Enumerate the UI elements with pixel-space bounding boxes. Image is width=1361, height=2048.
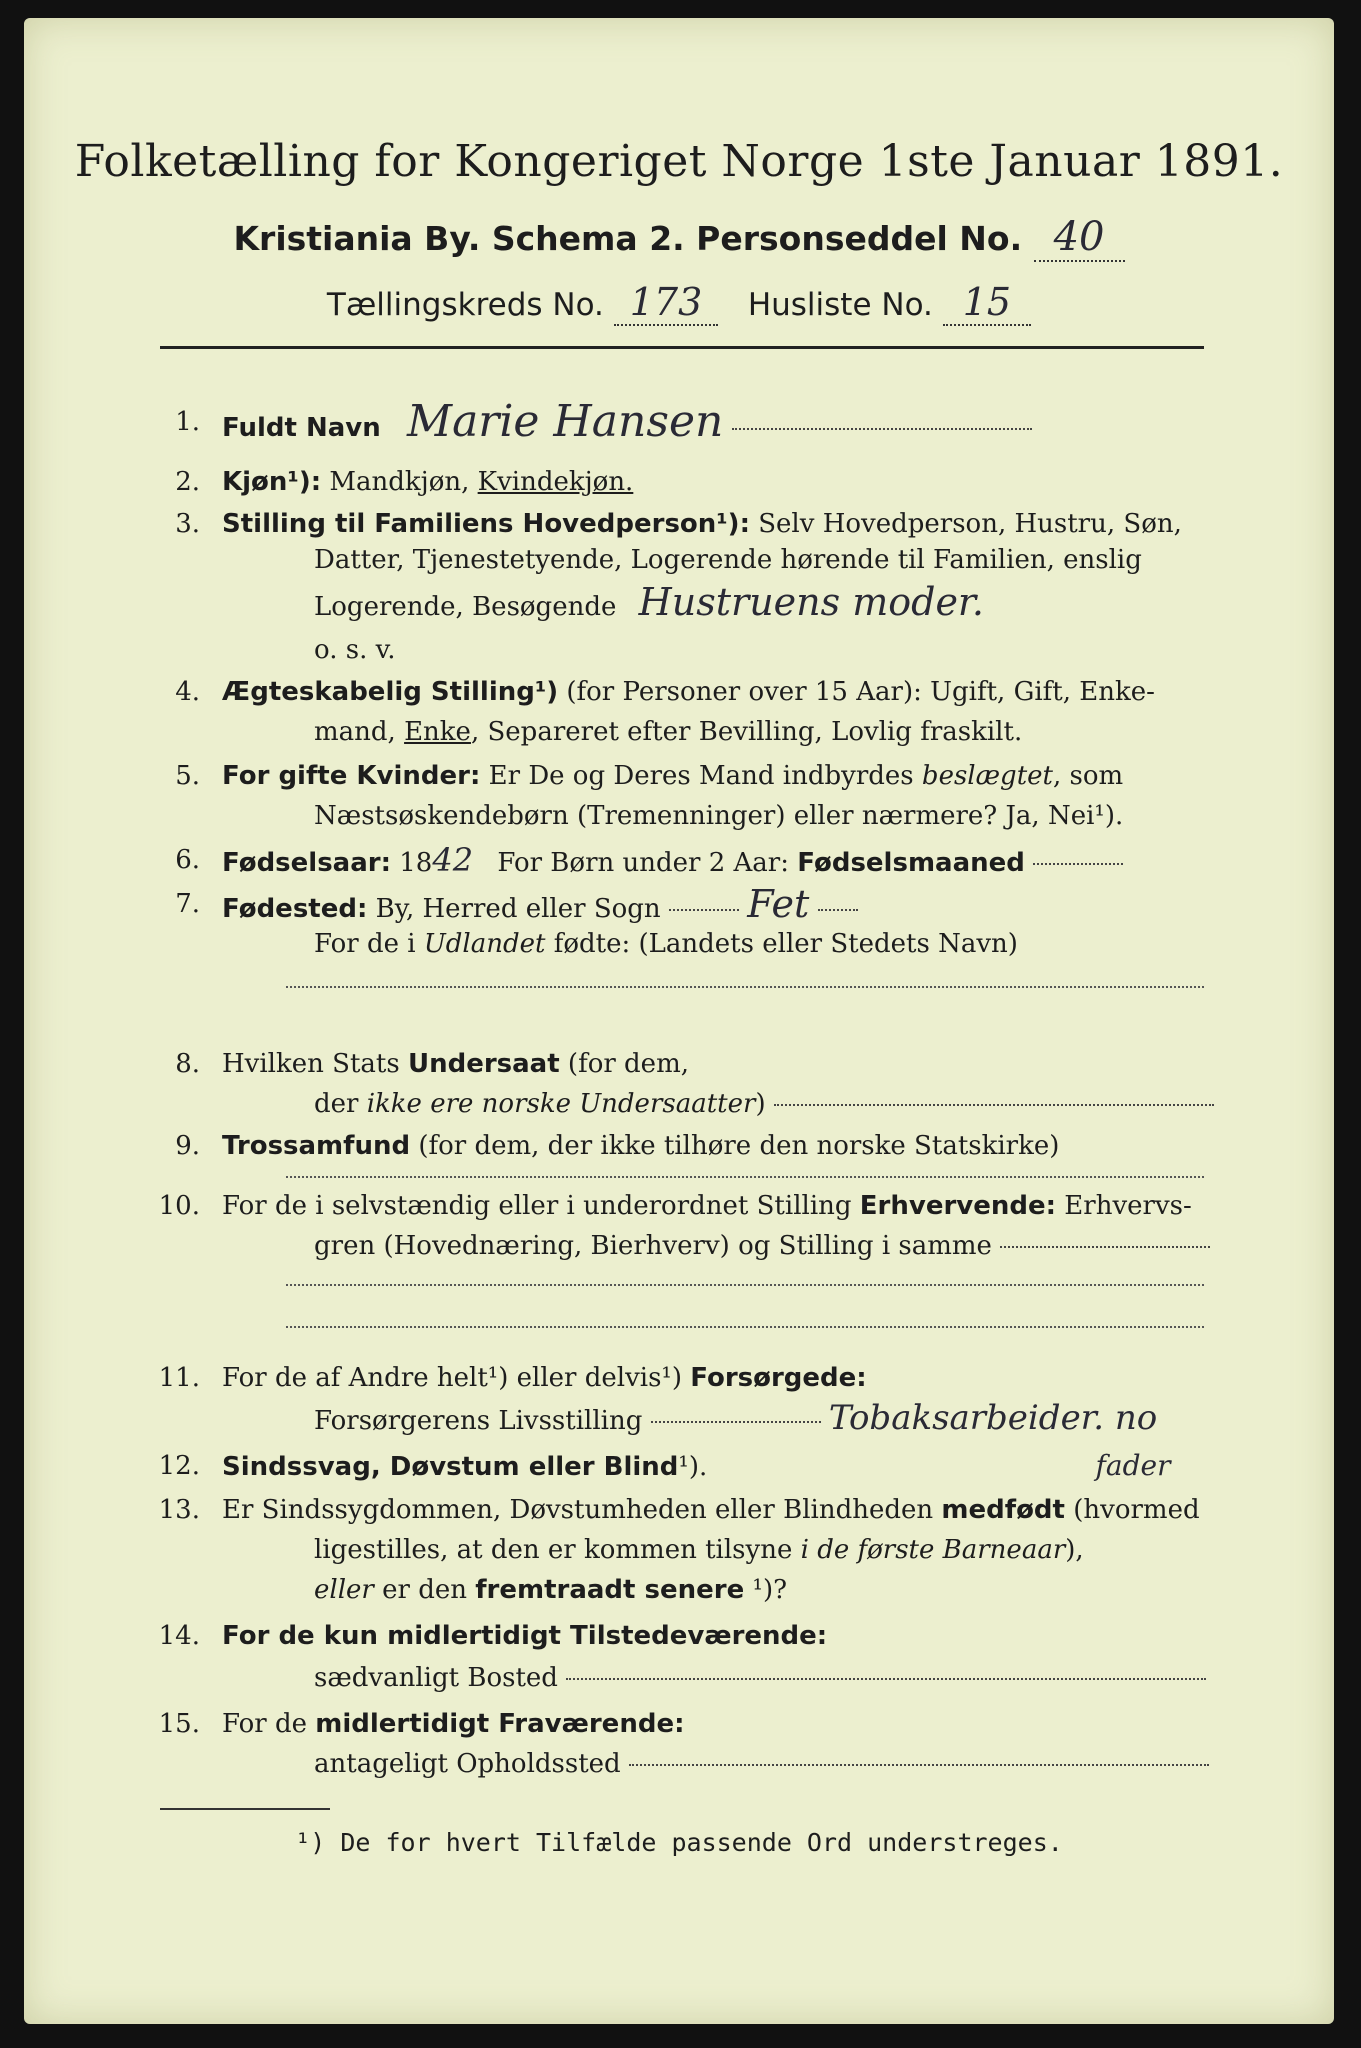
husliste-label: Husliste No.	[747, 287, 933, 323]
field-7-line2-post: fødte: (Landets eller Stedets Navn)	[553, 929, 1018, 959]
footnote-rule	[160, 1808, 330, 1810]
field-13-label: medfødt	[941, 1495, 1065, 1525]
field-13-line3-mid: er den	[382, 1575, 467, 1605]
field-7-italic: Udlandet	[423, 929, 546, 959]
field-5-italic: beslægtet	[921, 761, 1053, 791]
field-10-post: Erhvervs-	[1064, 1191, 1192, 1221]
field-7-label: Fødested:	[222, 894, 368, 924]
footnote: ¹) De for hvert Tilfælde passende Ord understreges.	[295, 1828, 1063, 1857]
field-8-line2-end: )	[755, 1089, 766, 1119]
header-rule	[160, 346, 1204, 349]
field-4-label: Ægteskabelig Stilling¹)	[222, 677, 559, 707]
field-5-line1-end: , som	[1052, 761, 1124, 791]
field-7-line1: By, Herred eller Sogn	[375, 894, 661, 924]
field-5-line2: Næstsøskendebørn (Tremenninger) eller nærmere? Ja, Nei¹).	[314, 801, 1124, 831]
field-11-line2: Forsørgerens Livsstilling	[314, 1406, 643, 1436]
field-8-italic: ikke ere norske Undersaatter	[366, 1089, 756, 1119]
field-9-blank-line	[286, 1176, 1204, 1178]
field-8-label: Undersaat	[407, 1049, 560, 1079]
field-10-line2: gren (Hovednæring, Bierhverv) og Stilling i samme	[314, 1231, 992, 1261]
field-2-selected: Kvindekjøn.	[477, 467, 634, 497]
field-13-line2: ligestilles, at den er kommen tilsyne	[314, 1535, 793, 1565]
field-13-line3-end: ¹)?	[752, 1575, 788, 1605]
field-11-label: Forsørgede:	[690, 1363, 867, 1393]
field-4-selected: Enke	[404, 717, 471, 747]
field-9-text: (for dem, der ikke tilhøre den norske Statskirke)	[418, 1131, 1060, 1161]
field-8-pre: Hvilken Stats	[222, 1049, 400, 1079]
field-8-post: (for dem,	[567, 1049, 689, 1079]
field-13-line2-end: ),	[1065, 1535, 1084, 1565]
form-title: Folketælling for Kongeriget Norge 1ste Januar 1891.	[74, 136, 1284, 187]
field-9-label: Trossamfund	[222, 1131, 411, 1161]
field-6-prefix: 18	[399, 848, 433, 878]
field-4-line2-pre: mand,	[314, 717, 396, 747]
field-3-label: Stilling til Familiens Hovedperson¹):	[222, 509, 750, 539]
field-15-line2: antageligt Opholdssted	[314, 1749, 621, 1779]
field-4-line1: (for Personer over 15 Aar): Ugift, Gift, Enke-	[566, 677, 1155, 707]
field-3-value: Hustruens moder.	[638, 580, 984, 624]
field-7-blank-line	[286, 986, 1204, 988]
field-13-pre: Er Sindssygdommen, Døvstumheden eller Blindheden	[222, 1495, 934, 1525]
field-6-value: 42	[432, 841, 474, 879]
tellingskreds-line	[24, 280, 1334, 326]
field-7-value: Fet	[747, 882, 810, 926]
field-5-line1: Er De og Deres Mand indbyrdes	[488, 761, 914, 791]
field-10-label: Erhvervende:	[859, 1191, 1057, 1221]
field-1-value: Marie Hansen	[407, 396, 724, 447]
field-15-label: midlertidigt Fraværende:	[315, 1709, 685, 1739]
field-12-note: fader	[1095, 1449, 1171, 1482]
field-3-line1: Selv Hovedperson, Hustru, Søn,	[758, 509, 1182, 539]
field-3-line2: Datter, Tjenestetyende, Logerende hørende til Familien, enslig	[314, 545, 1142, 575]
field-6-mid: For Børn under 2 Aar:	[497, 848, 789, 878]
field-13-line3-bold: fremtraadt senere	[475, 1575, 745, 1605]
husliste-number: 15	[943, 280, 1031, 326]
field-11-value: Tobaksarbeider. no	[828, 1398, 1158, 1438]
field-14-line2: sædvanligt Bosted	[314, 1663, 558, 1693]
field-2-label: Kjøn¹):	[222, 467, 322, 497]
field-12-label: Sindssvag, Døvstum eller Blind	[222, 1452, 679, 1482]
field-10-pre: For de i selvstændig eller i underordnet Stilling	[222, 1191, 852, 1221]
tellingskreds-number: 173	[614, 280, 719, 326]
field-7-line2-pre: For de i	[314, 929, 416, 959]
field-6-label: Fødselsaar:	[222, 848, 391, 878]
field-8-line2-pre: der	[314, 1089, 359, 1119]
field-10-blank-line-1	[286, 1284, 1204, 1286]
personseddel-number: 40	[1034, 214, 1125, 262]
field-10-blank-line-2	[286, 1326, 1204, 1328]
field-3-line3: Logerende, Besøgende	[314, 592, 617, 622]
field-6-label2: Fødselsmaaned	[797, 848, 1025, 878]
field-2-text: Mandkjøn,	[329, 467, 470, 497]
field-13-post: (hvormed	[1073, 1495, 1200, 1525]
field-13-line3-italic: eller	[314, 1575, 374, 1605]
field-4-line2-post: , Separeret efter Bevilling, Lovlig fraskilt.	[470, 717, 1023, 747]
field-15-pre: For de	[222, 1709, 307, 1739]
schema-line	[24, 214, 1334, 262]
field-12-post: ¹).	[678, 1452, 708, 1482]
field-14-label: For de kun midlertidigt Tilstedeværende:	[222, 1621, 828, 1651]
field-1-label: Fuldt Navn	[222, 413, 381, 443]
schema-label: Kristiania By. Schema 2. Personseddel No.	[233, 219, 1023, 258]
field-5-label: For gifte Kvinder:	[222, 761, 481, 791]
field-11-pre: For de af Andre helt¹) eller delvis¹)	[222, 1363, 682, 1393]
census-form: Folketælling for Kongeriget Norge 1ste Januar 1891. Kristiania By. Schema 2. Personseddel No. 40 Tællingskreds No. 173 Husliste No. 15 1. Fuldt Navn Marie Hansen 2. Kjøn¹): Mandkjøn, Kvindekjøn. 3. Stilling til Familiens Hovedperson¹): Selv Hovedperson, Hustru, Søn, Datter, Tjenestetyende, Logerende hørende til Familien, enslig Logerende, Besøgende Hustruens moder. o. s. v. 4. Ægteskabelig Stilling¹) (for Personer over 15 Aar): Ugift, Gift, Enke- mand, Enke, Separeret efter Bevilling, Lovlig fraskilt. 5. For gifte Kvinder: Er De og Deres Mand indbyrdes beslægtet, som Næstsøskendebørn (Tremenninger) eller nærmere? Ja, Nei¹). 6. Fødselsaar: 1842 For Børn under 2 Aar: Fødselsmaaned 7. Fødested: By, Herred eller Sogn Fet For de i Udlandet fødte: (Landets eller Stedets Navn) 8. Hvilken Stats Undersaat (for dem, der ikke ere norske Undersaatter) 9. Trossamfund (for dem, der ikke tilhøre den norske Statskirke) 10. For de i selvstændig eller i underordnet Stilling Erhvervende: Erhvervs- gren (Hovednæring, Bierhverv) og Stilling i samme 11. For de af Andre helt¹) eller delvis¹) Forsørgede: Forsørgerens Livsstilling Tobaksarbeider. no 12. Sindssvag, Døvstum eller Blind¹). fader 13. Er Sindssygdommen, Døvstumheden eller Blindheden medfødt (hvormed ligestilles, at den er kommen tilsyne i de første Barneaar), eller er den fremtraadt senere ¹)? 14. For de kun midlertidigt Tilstedeværende: sædvanligt Bosted 15. For de midlertidigt Fraværende: antageligt Opholdssted ¹) De for hvert Tilfælde passende Ord understreges.	[24, 18, 1334, 2024]
field-13-italic: i de første Barneaar	[800, 1535, 1066, 1565]
tellingskreds-label: Tællingskreds No.	[326, 287, 604, 323]
field-3-line4: o. s. v.	[314, 635, 396, 665]
